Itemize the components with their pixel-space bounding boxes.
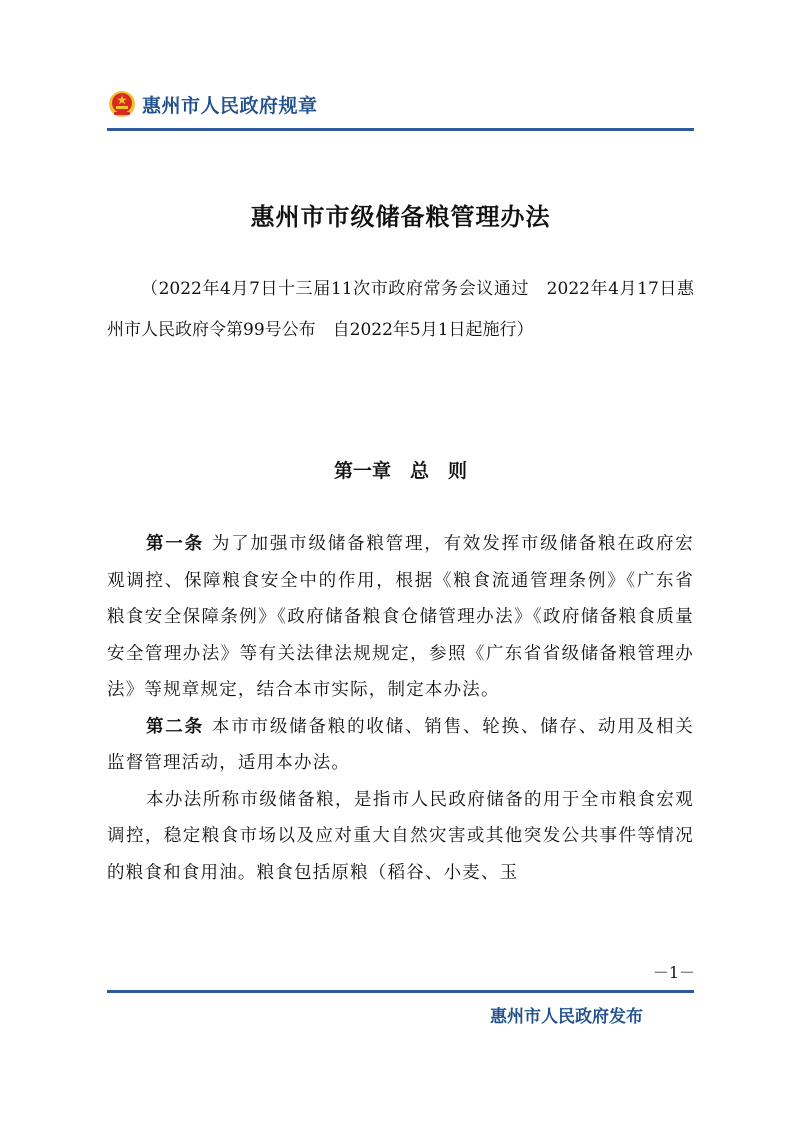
article-text: 为了加强市级储备粮管理，有效发挥市级储备粮在政府宏观调控、保障粮食安全中的作用，根据《粮食流通管理条例》《广东省粮食安全保障条例》《政府储备粮食仓储管理办法》《政府储备粮食质量安全管理办法》等有关法律法规规定，参照《广东省省级储备粮管理办法》等规章规定，结合本市实际，制定本办法。	[107, 534, 694, 700]
page-number: －1－	[652, 963, 695, 982]
chapter-heading: 第一章 总 则	[333, 460, 467, 482]
article-paragraph	[107, 709, 694, 782]
adoption-note: （2022年4月7日十三届11次市政府常务会议通过 2022年4月17日惠州市人民政府令第99号公布 自2022年5月1日起施行）	[107, 279, 694, 340]
article-text: 本市市级储备粮的收储、销售、轮换、储存、动用及相关监督管理活动，适用本办法。	[107, 716, 694, 773]
header-divider	[107, 128, 694, 131]
page-header	[108, 86, 318, 122]
article-paragraph	[107, 782, 694, 892]
article-number: 第二条	[146, 716, 204, 737]
footer-divider	[107, 990, 694, 993]
document-body	[107, 526, 694, 891]
article-text: 本办法所称市级储备粮，是指市人民政府储备的用于全市粮食宏观调控，稳定粮食市场以及应对重大自然灾害或其他突发公共事件等情况的粮食和食用油。粮食包括原粮（稻谷、小麦、玉	[107, 789, 694, 883]
header-title: 惠州市人民政府规章	[142, 94, 318, 117]
article-paragraph	[107, 526, 694, 709]
document-title: 惠州市市级储备粮管理办法	[250, 203, 551, 231]
national-emblem-icon	[108, 90, 136, 118]
article-number: 第一条	[146, 534, 204, 554]
footer-publisher: 惠州市人民政府发布	[490, 1007, 643, 1027]
